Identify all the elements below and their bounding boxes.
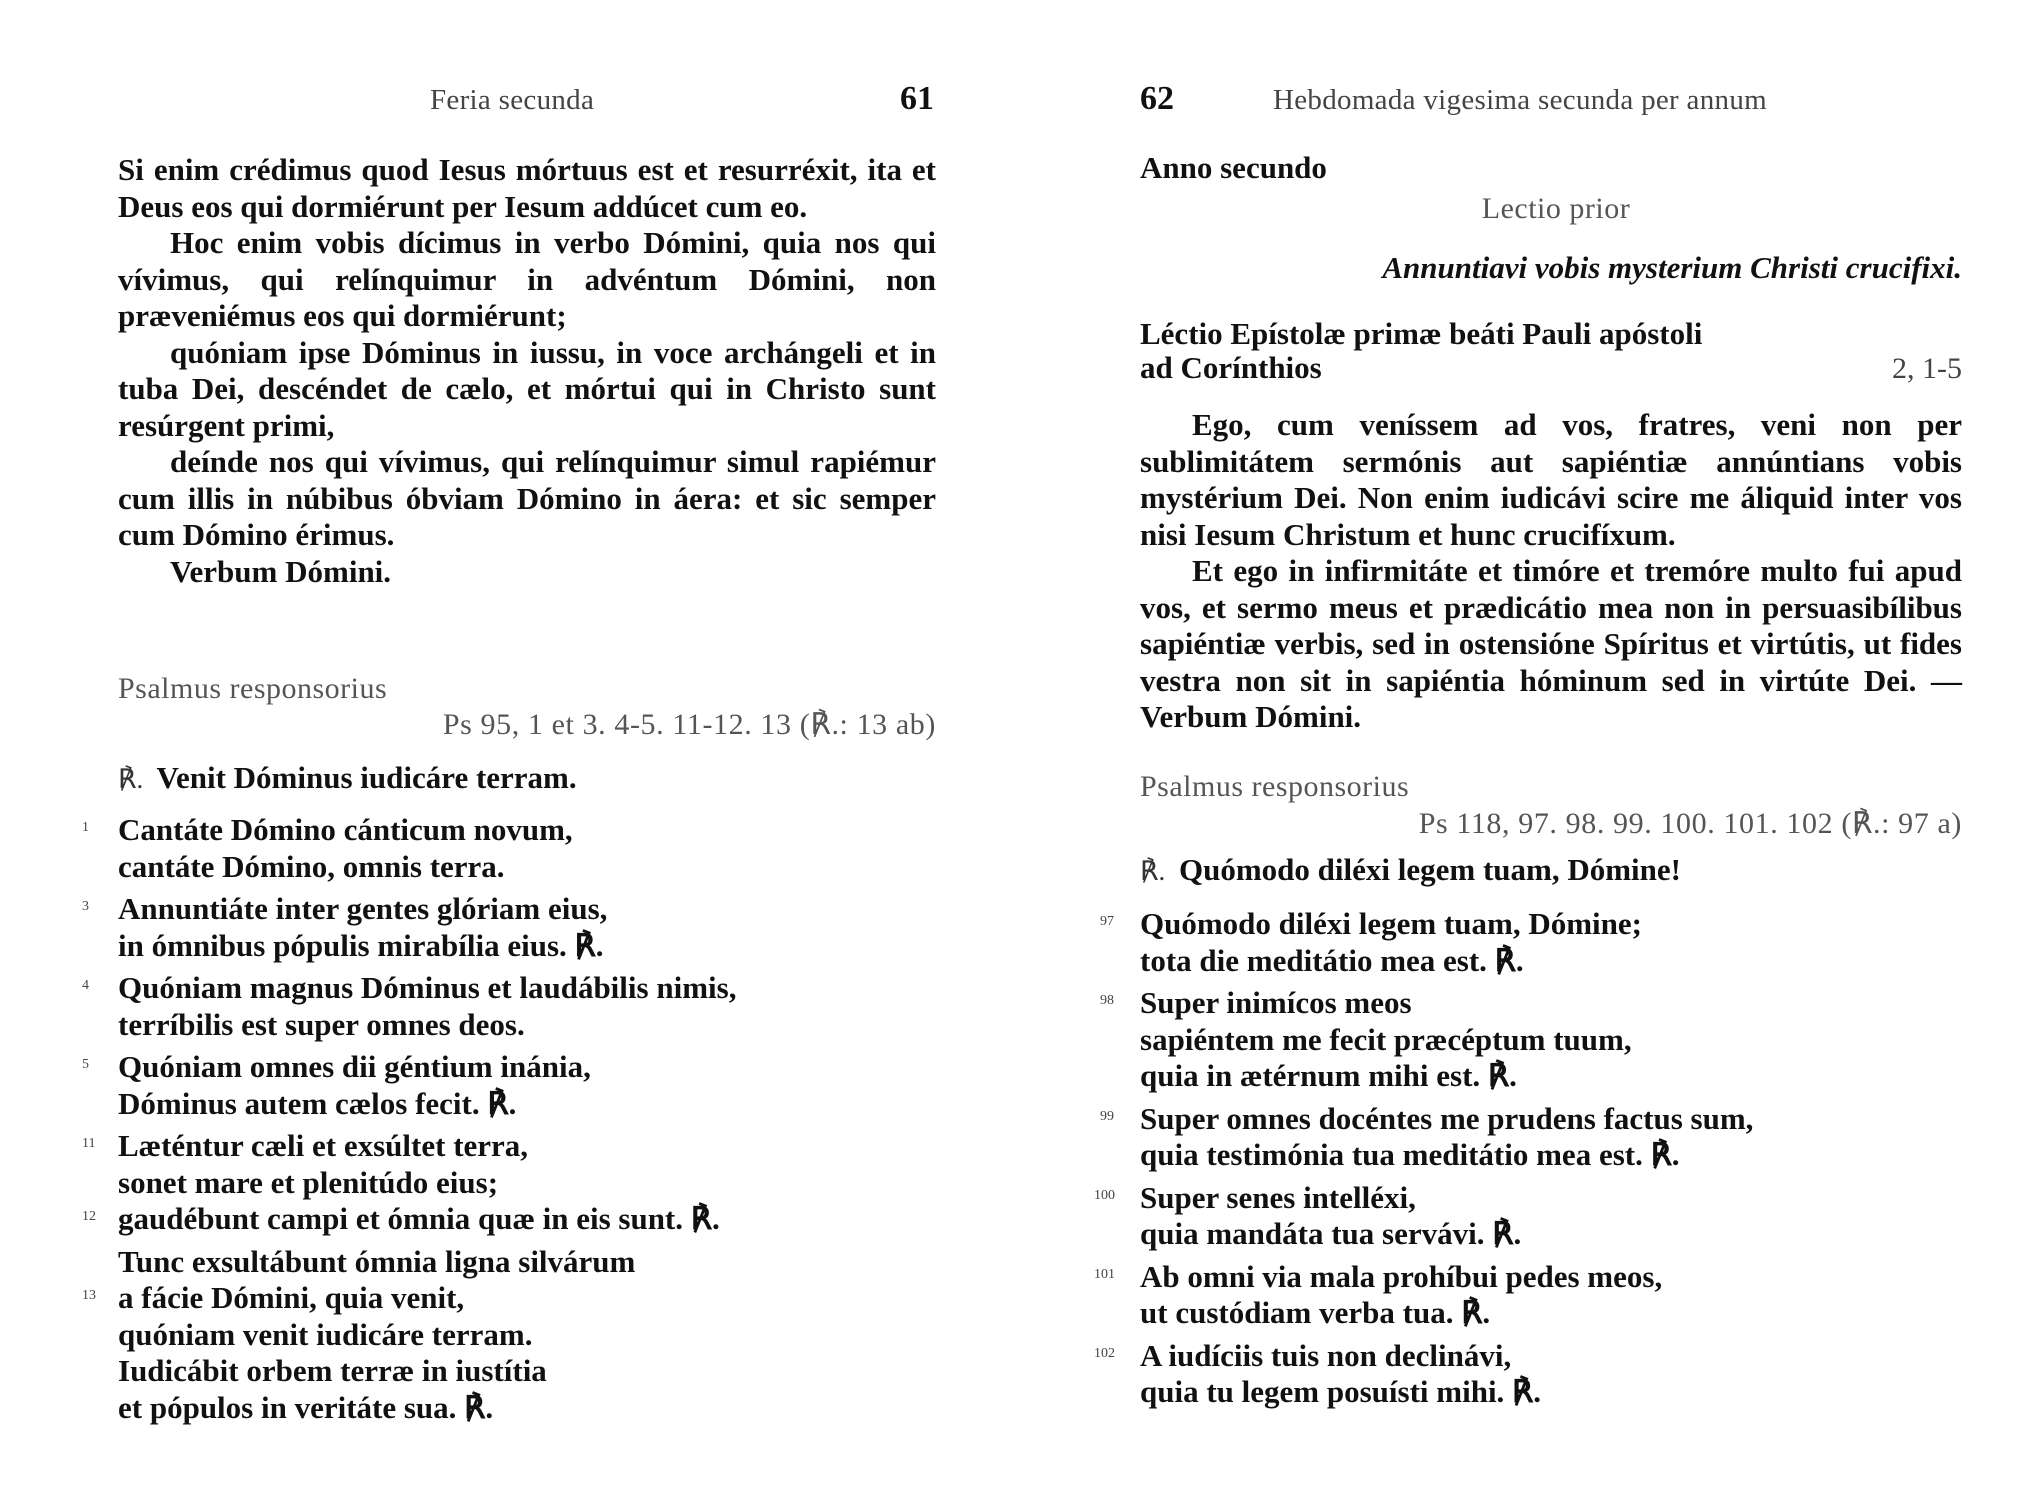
verse-line: Quóniam omnes dii géntium inánia, [118,1049,591,1084]
verse [1094,1179,1972,1253]
verse-line: Quóniam magnus Dóminus et laudábilis nimis, [118,970,737,1005]
psalm-label: Psalmus responsorius [1140,770,1410,803]
verse-line: quia mandáta tua servávi. ℟. [1140,1216,1522,1251]
reading-title [1140,317,1962,386]
page-number: 61 [900,80,934,117]
verse-line: Super senes intelléxi, [1140,1179,1416,1215]
verse [1094,1337,1972,1411]
verse [1100,1100,1972,1174]
verse-number: 99 [1100,1108,1114,1124]
verse [82,812,958,885]
reading-title-row [1140,351,1962,386]
verse-line: et pópulos in veritáte sua. ℟. [118,1389,494,1425]
verse-number: 13 [82,1287,96,1303]
psalm-response [118,760,577,796]
verse-line: in ómnibus pópulis mirabília eius. ℟. [118,927,604,963]
running-head: Feria secunda [430,84,595,116]
psalm-reference: Ps 95, 1 et 3. 4-5. 11-12. 13 (℟.: 13 ab) [442,708,936,741]
verse-number: 4 [82,978,89,993]
verse-line: Annuntiáte inter gentes glóriam eius, [118,891,608,926]
lectio-label: Lectio prior [1481,192,1631,225]
response-text: Venit Dóminus iudicáre terram. [156,760,577,795]
verse-line: Læténtur cæli et exsúltet terra, [118,1128,529,1163]
verse-line: gaudébunt campi et ómnia quæ in eis sunt. ℟. [118,1201,720,1236]
verse-line: Quómodo diléxi legem tuam, Dómine; [1140,906,1642,941]
verse-line: cantáte Dómino, omnis terra. [118,848,505,884]
reading-paragraph: Si enim crédimus quod Iesus mórtuus est et resurréxit, ita et Deus eos qui dormiérunt per Iesum addúcet cum eo. [118,152,936,224]
reading-text [118,152,936,590]
reading-title-line: Léctio Epístolæ primæ beáti Pauli apóstoli [1140,316,1703,351]
verse-number: 97 [1100,914,1114,929]
verse [82,1049,958,1122]
verse-line: Super inimícos meos [1140,985,1412,1020]
verse [82,1128,958,1201]
verse-line: quia tu legem posuísti mihi. ℟. [1140,1374,1542,1409]
reading-text [1140,407,1962,736]
verse-number: 11 [82,1136,96,1151]
page-number: 62 [1140,80,1174,117]
reading-reference: 2, 1-5 [1892,352,1962,385]
verse-number: 1 [82,820,89,835]
verse-number: 3 [82,899,89,914]
verse-line: Cantáte Dómino cánticum novum, [118,812,573,847]
response-text: Quómodo diléxi legem tuam, Dómine! [1178,852,1681,887]
psalm-verses [1094,906,1972,1411]
psalm-label: Psalmus responsorius [118,672,388,705]
verse-number: 98 [1100,993,1114,1008]
verse-line: Dóminus autem cælos fecit. ℟. [118,1085,517,1121]
reading-paragraph: Verbum Dómini. [170,553,392,589]
reading-paragraph: Ego, cum veníssem ad vos, fratres, veni non per sublimitátem sermónis aut sapiéntiæ annúntians vobis mystérium Dei. Non enim iudicávi scire me áliquid inter vos nisi Iesum Christum et hunc crucifíxum. [1140,407,1962,552]
verse-line: tota die meditátio mea est. ℟. [1140,942,1524,978]
verse-number: 5 [82,1057,89,1072]
verse [1094,1258,1972,1332]
verse-number: 101 [1094,1266,1115,1282]
verse-number: 12 [82,1209,96,1224]
verse-line: Super omnes docéntes me prudens factus sum, [1140,1100,1754,1136]
psalm-response [1140,852,1681,888]
verse-line: quia in ætérnum mihi est. ℟. [1140,1058,1517,1093]
reading-paragraph: deínde nos qui vívimus, qui relínquimur simul rapiémur cum illis in núbibus óbviam Dómino in áera: et sic semper cum Dómino érimus. [118,444,936,552]
verse-line: Tunc exsultábunt ómnia ligna silvárum [118,1243,636,1279]
anno-heading: Anno secundo [1140,150,1327,185]
verse-line: quóniam venit iudicáre terram. [118,1316,533,1352]
verse-line: A iudíciis tuis non declinávi, [1140,1337,1512,1373]
verse-line: ut custódiam verba tua. ℟. [1140,1295,1491,1330]
verse-line: Iudicábit orbem terræ in iustítia [118,1353,547,1388]
reading-paragraph: quóniam ipse Dóminus in iussu, in voce archángeli et in tuba Dei, descéndet de cælo, et mórtui qui in Christo sunt resúrgent primi, [118,334,936,443]
verse [82,891,958,964]
psalm-reference: Ps 118, 97. 98. 99. 100. 101. 102 (℟.: 97 a) [1418,807,1962,840]
verse-line: Ab omni via mala prohíbui pedes meos, [1140,1258,1663,1294]
reading-paragraph: Et ego in infirmitáte et timóre et tremóre multo fui apud vos, et sermo meus et prædicátio mea non in persuasibílibus sapiéntiæ verbis, sed in ostensióne Spíritus et virtútis, ut fides vestra non sit in sapiéntia hóminum sed in virtúte Dei. — Verbum Dómini. [1140,553,1962,734]
response-symbol: ℟. [1140,856,1166,886]
response-symbol: ℟. [118,764,144,794]
verse-number: 102 [1094,1345,1115,1361]
verse [82,1201,958,1238]
reading-motto: Annuntiavi vobis mysterium Christi crucifixi. [1382,250,1962,285]
verse [1100,985,1972,1095]
verse-line: a fácie Dómini, quia venit, [118,1280,465,1315]
verse-line: quia testimónia tua meditátio mea est. ℟. [1140,1137,1680,1172]
psalm-verses [82,812,958,1426]
reading-paragraph: Hoc enim vobis dícimus in verbo Dómini, quia nos qui vívimus, qui relínquimur in advéntum Dómini, non præveniémus eos qui dormiérunt; [118,225,936,333]
verse [1100,906,1972,979]
verse [82,970,958,1043]
verse-line: terríbilis est super omnes deos. [118,1006,525,1042]
verse-line: sapiéntem me fecit præcéptum tuum, [1140,1021,1632,1057]
verse [82,1243,958,1427]
reading-title-line: ad Corínthios [1140,350,1322,385]
verse-line: sonet mare et plenitúdo eius; [118,1164,499,1200]
running-head: Hebdomada vigesima secunda per annum [1273,84,1767,116]
verse-number: 100 [1094,1187,1115,1203]
